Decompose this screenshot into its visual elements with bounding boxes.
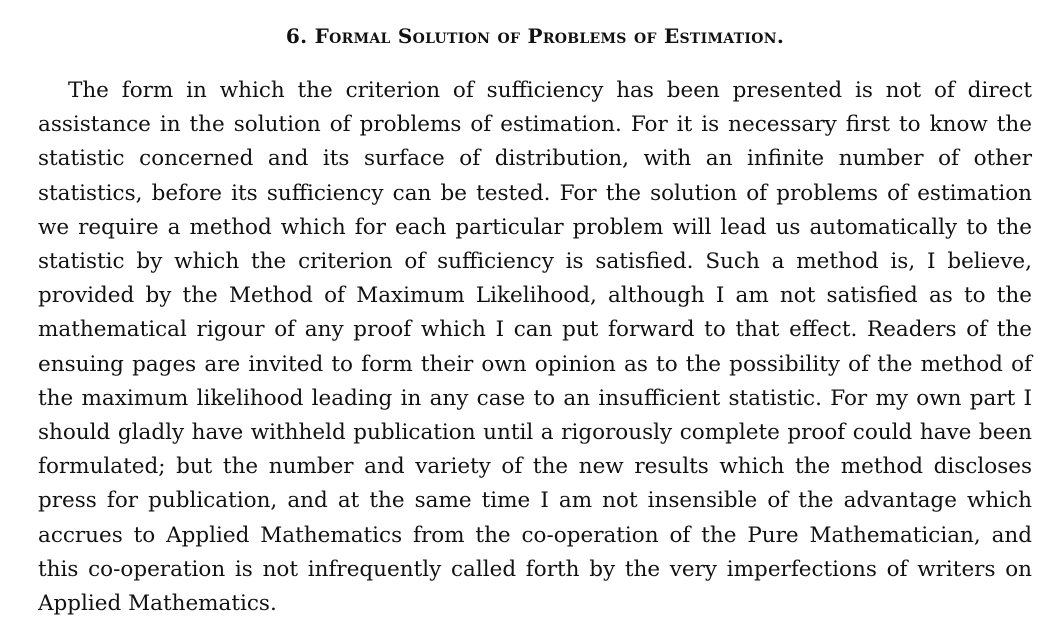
- section-heading: [38, 26, 1032, 46]
- section-number: 6.: [285, 24, 308, 48]
- section-title: Formal Solution of Problems of Estimation.: [314, 24, 785, 48]
- body-paragraph: The form in which the criterion of sufficiency has been presented is not of direct assistance in the solution of problems of estimation. For it is necessary first to know the statistic concerned and its surface of distribution, with an infinite number of other statistics, before its sufficiency can be tested. For the solution of problems of estimation we require a method which for each particular problem will lead us automatically to the statistic by which the criterion of sufficiency is satisfied. Such a method is, I believe, provided by the Method of Maximum Likelihood, although I am not satisfied as to the mathematical rigour of any proof which I can put forward to that effect. Readers of the ensuing pages are invited to form their own opinion as to the possibility of the method of the maximum likelihood leading in any case to an insufficient statistic. For my own part I should gladly have withheld publication until a rigorously complete proof could have been formulated; but the number and variety of the new results which the method discloses press for publication, and at the same time I am not insensible of the advantage which accrues to Applied Mathematics from the co-operation of the Pure Mathematician, and this co-operation is not infrequently called forth by the very imperfections of writers on Applied Mathematics.: [38, 78, 1032, 617]
